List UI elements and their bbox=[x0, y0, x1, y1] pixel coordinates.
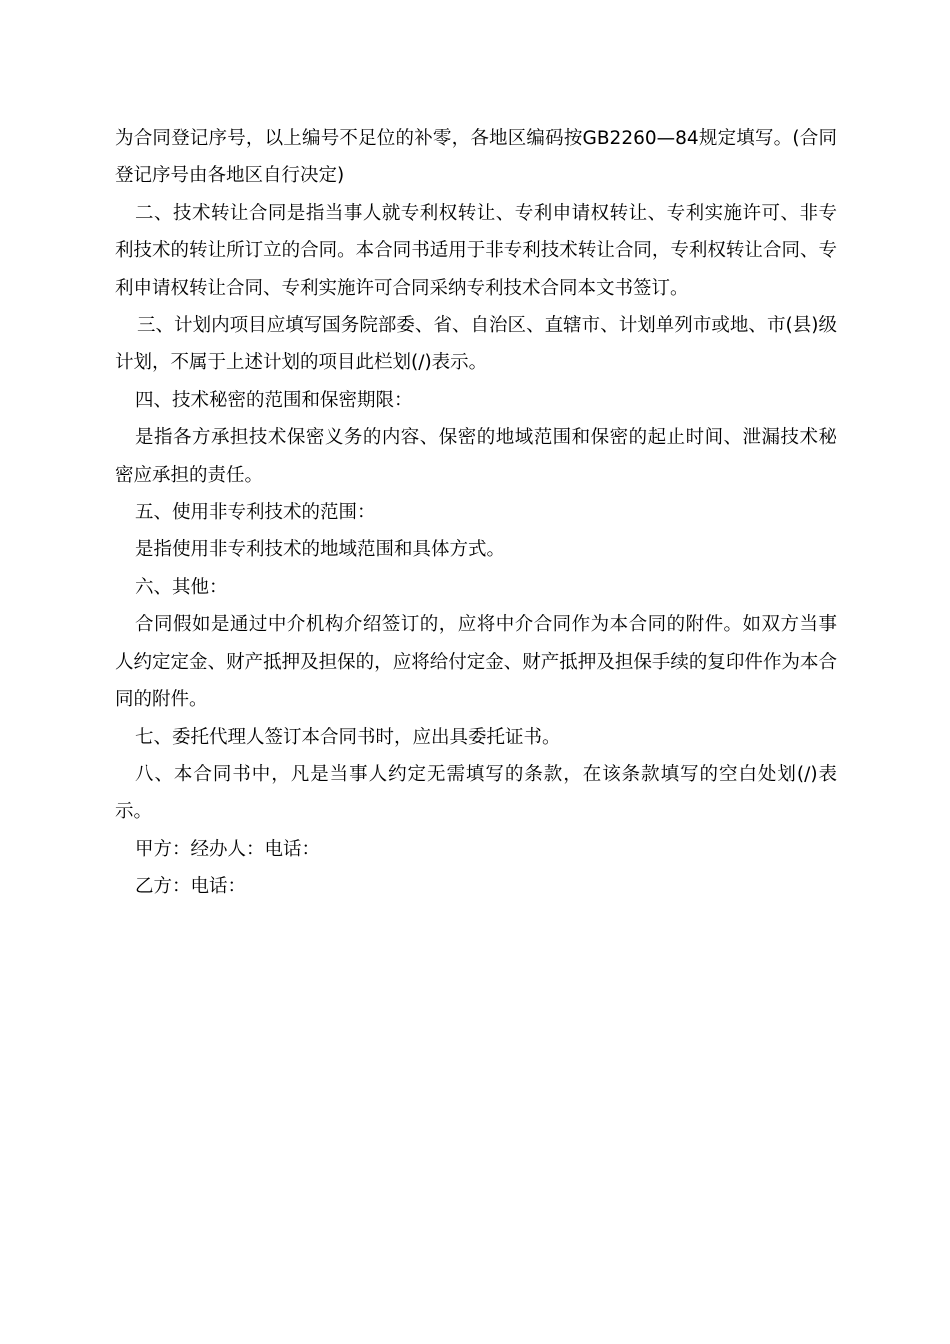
paragraph-item-6-body: 合同假如是通过中介机构介绍签订的，应将中介合同作为本合同的附件。如双方当事人约定定金、财产抵押及担保的，应将给付定金、财产抵押及担保手续的复印件作为本合同的附件。 bbox=[115, 614, 837, 711]
paragraph-item-2: 二、技术转让合同是指当事人就专利权转让、专利申请权转让、专利实施许可、非专利技术的转让所订立的合同。本合同书适用于非专利技术转让合同，专利权转让合同、专利申请权转让合同、专利实施许可合同采纳专利技术合同本文书签订。 bbox=[115, 202, 837, 299]
paragraph-item-5-heading: 五、使用非专利技术的范围： bbox=[135, 502, 376, 524]
signature-party-a: 甲方：经办人：电话： bbox=[135, 838, 321, 860]
document-body bbox=[115, 120, 837, 906]
paragraph-item-7: 七、委托代理人签订本合同书时，应出具委托证书。 bbox=[135, 726, 561, 748]
signature-party-b: 乙方：电话： bbox=[135, 876, 247, 898]
paragraph-item-4-heading: 四、技术秘密的范围和保密期限： bbox=[135, 389, 413, 411]
paragraph-item-3: 三、计划内项目应填写国务院部委、省、自治区、直辖市、计划单列市或地、市(县)级计划，不属于上述计划的项目此栏划(/)表示。 bbox=[115, 315, 837, 374]
paragraph-item-6-heading: 六、其他： bbox=[135, 576, 228, 598]
paragraph-item-8: 八、本合同书中，凡是当事人约定无需填写的条款，在该条款填写的空白处划(/)表示。 bbox=[115, 763, 837, 823]
paragraph-item-4-body: 是指各方承担技术保密义务的内容、保密的地域范围和保密的起止时间、泄漏技术秘密应承担的责任。 bbox=[115, 427, 837, 486]
paragraph-registration-note: 为合同登记序号，以上编号不足位的补零，各地区编码按GB2260—84规定填写。(合同登记序号由各地区自行决定) bbox=[115, 128, 837, 187]
paragraph-item-5-body: 是指使用非专利技术的地域范围和具体方式。 bbox=[135, 539, 506, 561]
